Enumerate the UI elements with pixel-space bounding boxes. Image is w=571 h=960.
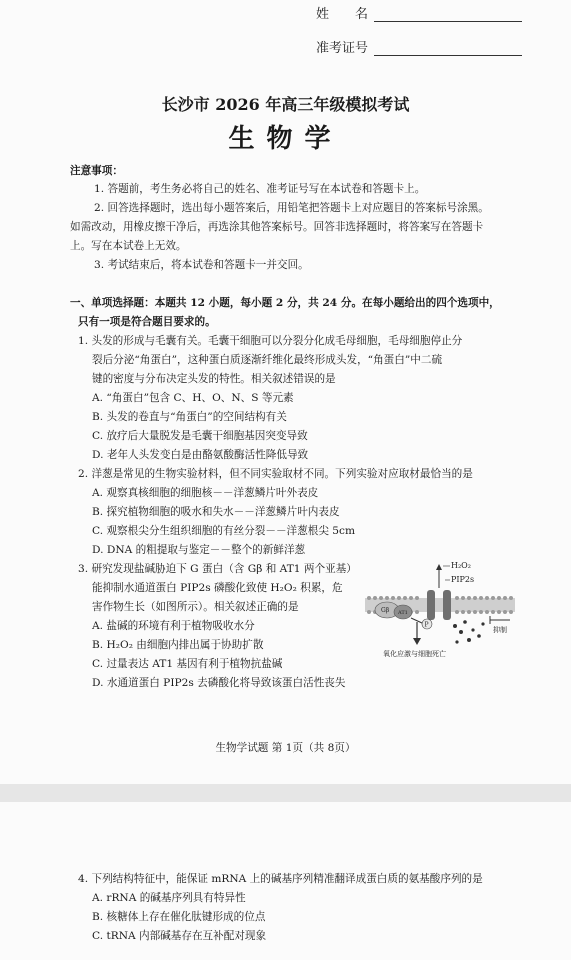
q2-stem: 2. 洋葱是常见的生物实验材料，但不同实验取材不同。下列实验对应取材最恰当的是 — [78, 468, 473, 480]
q4-stem: 4. 下列结构特征中，能保证 mRNA 上的碱基序列精准翻译成蛋白质的氨基酸序列的是 — [78, 873, 483, 885]
figure-caption: 氧化应激与细胞死亡 — [383, 650, 446, 658]
q2-option-b: B. 探究植物细胞的吸水和失水－－洋葱鳞片叶内表皮 — [92, 506, 340, 518]
q1-option-a: A. “角蛋白”包含 C、H、O、N、S 等元素 — [92, 392, 294, 404]
notice-item: 1. 答题前，考生务必将自己的姓名、准考证号写在本试卷和答题卡上。 — [94, 183, 426, 195]
q2-option-d: D. DNA 的粗提取与鉴定－－整个的新鲜洋葱 — [92, 544, 306, 556]
name-label: 姓 名 — [316, 7, 369, 22]
notice-item: 上。写在本试卷上无效。 — [70, 240, 187, 252]
inhibit-label: 抑制 — [493, 626, 507, 634]
q2-option-c: C. 观察根尖分生组织细胞的有丝分裂－－洋葱根尖 5cm — [92, 525, 356, 537]
p-label: P — [424, 621, 429, 629]
q3-stem: 能抑制水通道蛋白 PIP2s 磷酸化致使 H₂O₂ 积累，危 — [92, 582, 343, 594]
id-label: 准考证号 — [316, 41, 369, 56]
q3-option-d: D. 水通道蛋白 PIP2s 去磷酸化将导致该蛋白活性丧失 — [92, 677, 346, 689]
h2o2-label: H₂O₂ — [451, 561, 471, 570]
name-underline — [374, 8, 522, 22]
q3-figure — [365, 560, 515, 660]
name-field — [316, 8, 522, 22]
down-arrowhead — [413, 638, 421, 645]
q1-option-c: C. 放疗后大量脱发是毛囊干细胞基因突变导致 — [92, 430, 308, 442]
q4-option-a: A. rRNA 的碱基序列具有特异性 — [92, 892, 246, 904]
pip2s-channel-right — [443, 590, 451, 620]
section-heading-cont: 只有一项是符合题目要求的。 — [78, 316, 216, 328]
q1-stem: 键的密度与分布决定头发的特性。相关叙述错误的是 — [92, 373, 336, 385]
q1-stem: 1. 头发的形成与毛囊有关。毛囊干细胞可以分裂分化成毛母细胞，毛母细胞停止分 — [78, 335, 463, 347]
exam-page-2 — [0, 802, 571, 960]
id-underline — [374, 42, 522, 56]
q3-stem: 害作物生长（如图所示）。相关叙述正确的是 — [92, 601, 299, 613]
gb-label: Gβ — [381, 607, 390, 614]
subject-title: 生物学 — [228, 124, 343, 154]
q4-option-c: C. tRNA 内部碱基存在互补配对现象 — [92, 930, 267, 942]
q3-option-a: A. 盐碱的环境有利于植物吸收水分 — [92, 620, 255, 632]
at1-label: AT1 — [398, 610, 408, 616]
exam-title: 长沙市 2026 年高三年级模拟考试 — [161, 95, 410, 114]
q2-option-a: A. 观察真核细胞的细胞核－－洋葱鳞片叶外表皮 — [92, 487, 319, 499]
pip2s-label: PIP2s — [451, 575, 475, 584]
q4-option-b: B. 核糖体上存在催化肽键形成的位点 — [92, 911, 266, 923]
notice-item: 2. 回答选择题时，选出每小题答案后，用铅笔把答题卡上对应题目的答案标号涂黑。 — [94, 202, 489, 214]
notice-item: 如需改动，用橡皮擦干净后，再选涂其他答案标号。回答非选择题时，将答案写在答题卡 — [70, 221, 484, 233]
q1-option-b: B. 头发的卷直与“角蛋白”的空间结构有关 — [92, 411, 287, 423]
h2o2-molecules — [453, 620, 485, 643]
q3-option-c: C. 过量表达 AT1 基因有利于植物抗盐碱 — [92, 658, 283, 670]
id-field — [316, 42, 522, 56]
h2o2-arrowhead — [436, 564, 442, 570]
q3-stem: 3. 研究发现盐碱胁迫下 G 蛋白（含 Gβ 和 AT1 两个亚基） — [78, 563, 357, 575]
q1-option-d: D. 老年人头发变白是由酪氨酸酶活性降低导致 — [92, 449, 309, 461]
notice-title: 注意事项： — [70, 165, 123, 177]
section-heading: 一、单项选择题：本题共 12 小题，每小题 2 分，共 24 分。在每小题给出的四个选项中， — [70, 297, 500, 309]
q1-stem: 裂后分泌“角蛋白”，这种蛋白质逐渐纤维化最终形成头发，“角蛋白”中二硫 — [92, 354, 443, 366]
page-gap — [0, 784, 571, 802]
q3-option-b: B. H₂O₂ 由细胞内排出属于协助扩散 — [92, 639, 264, 651]
pip2s-channel-left — [427, 590, 435, 620]
notice-item: 3. 考试结束后，将本试卷和答题卡一并交回。 — [94, 259, 309, 271]
page-footer: 生物学试题 第 1页（共 8页） — [215, 742, 356, 754]
